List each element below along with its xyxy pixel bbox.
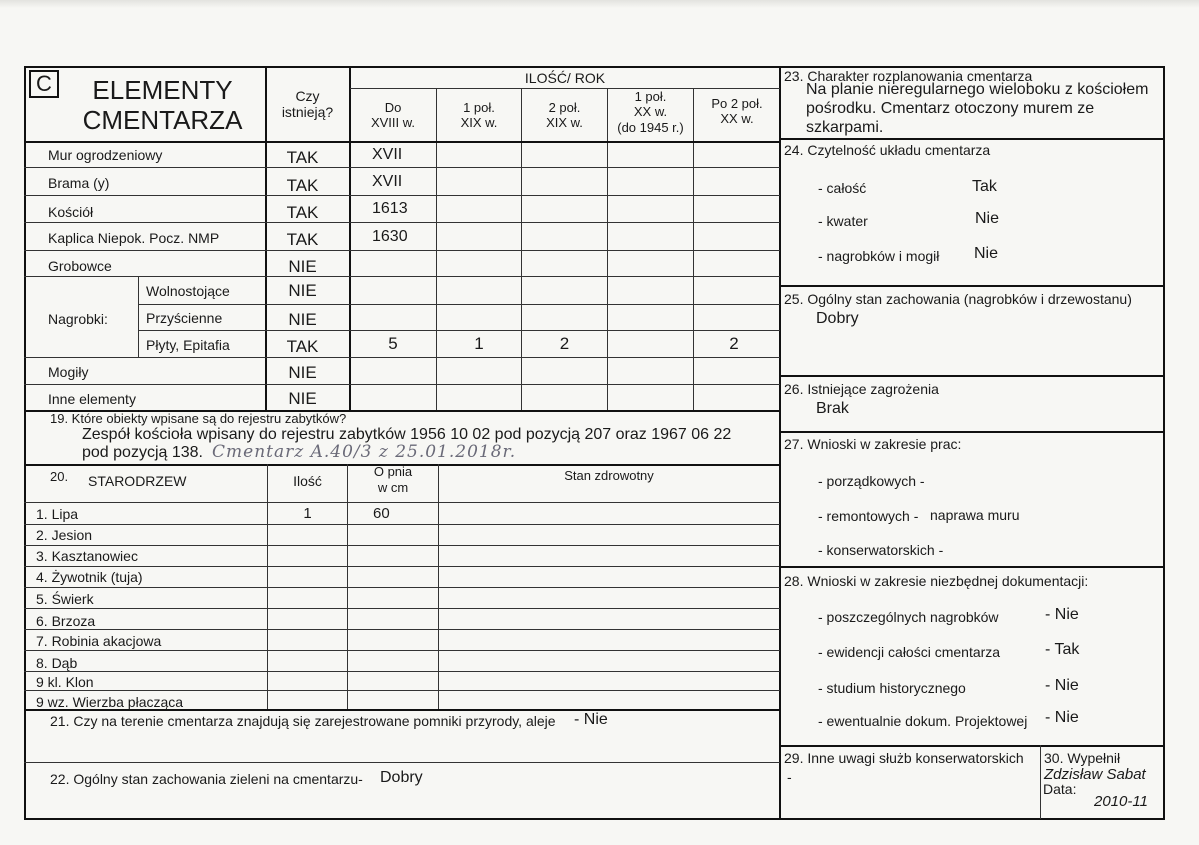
row-value: 1630: [372, 228, 408, 245]
tree-line: [24, 524, 780, 525]
row-value: 1: [474, 334, 484, 353]
q20-qty-header: Ilość: [293, 473, 322, 489]
frame-right: [1163, 66, 1165, 820]
col-header: XIX w.: [546, 115, 583, 130]
col-header: 1 poł.: [634, 89, 667, 104]
row-line: [24, 167, 780, 168]
section-22-top: [24, 762, 780, 763]
q28-item-value: - Nie: [1045, 677, 1079, 694]
tree-line: [24, 566, 780, 567]
q23-label: 23. Charakter rozplanowania cmentarza: [784, 68, 1033, 84]
row-exists: NIE: [288, 281, 317, 300]
exists-header: Czy: [295, 88, 320, 104]
q29-answer: -: [787, 769, 792, 785]
row-label: Grobowce: [48, 258, 112, 274]
row-value: XVII: [372, 146, 403, 163]
q27-item-value: naprawa muru: [930, 507, 1020, 523]
q22-answer: Dobry: [380, 769, 423, 786]
tree-name: 5. Świerk: [36, 591, 94, 607]
q28-item-value: - Nie: [1045, 709, 1079, 726]
q22-label: 22. Ogólny stan zachowania zieleni na cmentarzu-: [50, 771, 363, 787]
row-label: Kaplica Niepok. Pocz. NMP: [48, 230, 220, 246]
q20-girth-header: w cm: [377, 480, 409, 495]
row-line: [138, 304, 780, 305]
q27-item-label: - remontowych -: [818, 508, 919, 524]
q19-label: 19. Które obiekty wpisane są do rejestru zabytków?: [50, 411, 347, 426]
q30-name: Zdzisław Sabat: [1044, 766, 1146, 783]
col-header: Do: [384, 100, 402, 115]
row-exists: NIE: [288, 257, 317, 276]
tree-name: 3. Kasztanowiec: [36, 548, 138, 564]
col-header: 1 poł.: [463, 100, 495, 115]
q30-date-label: Data:: [1043, 781, 1077, 797]
q28-item-value: - Nie: [1045, 606, 1079, 623]
exists-header: istnieją?: [281, 104, 334, 120]
r-line-28: [779, 566, 1165, 568]
page-edge: [0, 0, 1199, 8]
tree-line: [24, 629, 780, 630]
col-header: XX w.: [720, 111, 754, 126]
col-header: 2 poł.: [548, 100, 581, 115]
qty-header-line: [350, 88, 780, 89]
tree-line: [24, 650, 780, 651]
row-line: [24, 222, 780, 223]
q28-item-label: - ewentualnie dokum. Projektowej: [818, 713, 1028, 729]
r-line-26: [779, 375, 1165, 377]
header-bottom: [24, 141, 780, 143]
row-value: XVII: [372, 173, 403, 190]
section-title-line2: CMENTARZA: [82, 105, 243, 135]
q24-item-label: - nagrobków i mogił: [818, 248, 940, 264]
row-line: [24, 195, 780, 196]
q20-girth-header: O pnia: [373, 464, 413, 479]
q24-item-value: Nie: [975, 210, 1000, 227]
nagrobki-divider: [138, 276, 139, 357]
row-exists: NIE: [288, 363, 317, 382]
q29-label: 29. Inne uwagi służb konserwatorskich: [784, 750, 1024, 766]
column-divider: [779, 66, 781, 820]
q19-answer: pod pozycją 138.: [82, 444, 203, 461]
row-label: Płyty, Epitafia: [146, 337, 230, 353]
row-value: 1613: [372, 200, 408, 217]
row-label: Brama (y): [48, 175, 110, 191]
section-20-header-bottom: [24, 502, 780, 503]
row-line: [138, 330, 780, 331]
q24-item-value: Nie: [974, 245, 999, 262]
col-header: (do 1945 r.): [617, 120, 684, 135]
row-exists: NIE: [288, 389, 317, 408]
q30-label: 30. Wypełnił: [1044, 750, 1121, 766]
tree-name: 2. Jesion: [36, 527, 93, 543]
qty-year-header: ILOŚĆ/ ROK: [524, 70, 606, 86]
row-label: Kościół: [48, 204, 94, 220]
col-header: XIX w.: [460, 115, 498, 130]
row-value: 5: [388, 334, 398, 353]
tree-name: 7. Robinia akacjowa: [36, 633, 162, 649]
col-header: Po 2 poł.: [711, 96, 763, 111]
tree-qty: 1: [303, 505, 312, 522]
row-value: 2: [559, 334, 570, 353]
q19-answer: Zespół kościoła wpisany do rejestru zabytków 1956 10 02 pod pozycją 207 oraz 1967 06 22: [82, 426, 732, 443]
section-title-line1: ELEMENTY: [92, 75, 233, 105]
q28-item-label: - ewidencji całości cmentarza: [818, 644, 1001, 660]
frame-left: [24, 66, 26, 820]
q23-answer: szkarpami.: [806, 119, 884, 136]
tree-name: 4. Żywotnik (tuja): [36, 569, 143, 585]
q19-handwritten-note: Cmentarz A.40/3 z 25.01.2018r.: [212, 442, 517, 462]
row-exists: TAK: [286, 148, 319, 167]
q21-label: 21. Czy na terenie cmentarza znajdują się zarejestrowane pomniki przyrody, aleje: [50, 713, 556, 729]
tree-line: [24, 587, 780, 588]
row-exists: TAK: [286, 176, 319, 195]
q20-health-header: Stan zdrowotny: [564, 468, 654, 483]
nagrobki-label: Nagrobki:: [48, 311, 108, 327]
row-exists: TAK: [286, 203, 319, 222]
q28-item-value: - Tak: [1045, 641, 1080, 658]
tree-name: 9 wz. Wierzba płacząca: [36, 694, 184, 710]
row-line: [24, 357, 780, 358]
q25-label: 25. Ogólny stan zachowania (nagrobków i drzewostanu): [784, 291, 1132, 307]
r-line-27: [779, 431, 1165, 433]
q28-label: 28. Wnioski w zakresie niezbędnej dokumentacji:: [784, 573, 1089, 589]
q24-item-label: - całość: [818, 180, 867, 196]
row-label: Inne elementy: [48, 391, 136, 407]
tree-line: [24, 545, 780, 546]
row-label: Przyścienne: [146, 310, 223, 326]
col-header: XX w.: [633, 104, 668, 119]
frame-bottom: [24, 818, 1165, 820]
tree-line: [24, 608, 780, 609]
col-header: XVIII w.: [370, 115, 416, 130]
r-line-29: [779, 745, 1165, 747]
q24-label: 24. Czytelność układu cmentarza: [784, 142, 991, 158]
row-label: Mogiły: [48, 364, 89, 380]
tree-name: 8. Dąb: [36, 655, 78, 671]
tree-line: [24, 671, 780, 672]
q25-answer: Dobry: [816, 310, 859, 327]
section-letter: C: [29, 70, 59, 98]
r-line-24: [779, 138, 1165, 140]
q28-item-label: - poszczególnych nagrobków: [818, 609, 999, 625]
tree-name: 6. Brzoza: [36, 613, 96, 629]
q27-item-label: - porządkowych -: [818, 473, 925, 489]
tree-name: 9 kl. Klon: [36, 674, 94, 690]
row-label: Wolnostojące: [146, 283, 230, 299]
tree-girth: 60: [373, 505, 390, 522]
row-exists: TAK: [286, 230, 319, 249]
q24-item-label: - kwater: [818, 213, 868, 229]
q26-label: 26. Istniejące zagrożenia: [784, 381, 939, 397]
q23-answer: pośrodku. Cmentarz otoczony murem ze: [806, 100, 1095, 117]
row-exists: NIE: [288, 310, 317, 329]
q23-answer: Na planie nieregularnego wieloboku z kościołem: [806, 81, 1149, 98]
row-line: [24, 250, 780, 251]
q27-item-label: - konserwatorskich -: [818, 542, 944, 558]
q21-answer: - Nie: [574, 711, 608, 728]
r-line-25: [779, 285, 1165, 287]
q30-date: 2010-11: [1094, 793, 1148, 810]
tree-name: 1. Lipa: [36, 506, 79, 522]
row-line: [24, 384, 780, 385]
r-divider-30: [1040, 745, 1041, 819]
q26-answer: Brak: [816, 400, 849, 417]
q28-item-label: - studium historycznego: [818, 680, 966, 696]
q27-label: 27. Wnioski w zakresie prac:: [784, 436, 962, 452]
q24-item-value: Tak: [972, 178, 997, 195]
row-exists: TAK: [286, 337, 319, 356]
q20-number: 20.: [50, 469, 69, 484]
row-value: 2: [729, 334, 739, 353]
tree-line: [24, 690, 780, 691]
q20-title: STARODRZEW: [88, 473, 187, 489]
row-label: Mur ogrodzeniowy: [48, 147, 163, 163]
